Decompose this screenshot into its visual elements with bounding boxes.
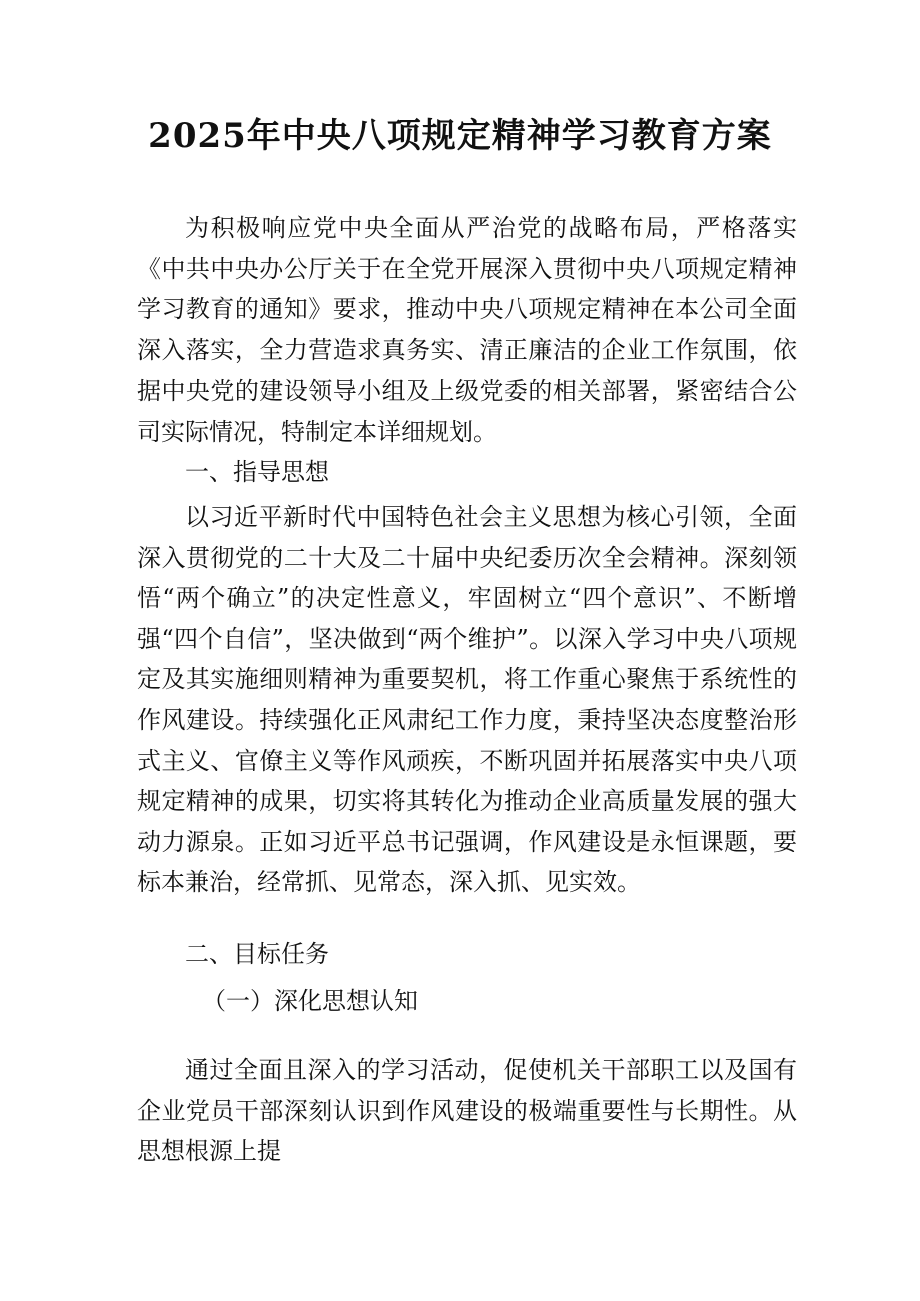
section-heading-goals-tasks: 二、目标任务 (185, 940, 329, 968)
section-heading-guiding-ideology: 一、指导思想 (185, 458, 329, 486)
subsection-heading-deepen-understanding: （一）深化思想认知 (202, 987, 418, 1015)
guiding-ideology-paragraph: 以习近平新时代中国特色社会主义思想为核心引领，全面深入贯彻党的二十大及二十届中央纪委历次全会精神。深刻领悟“两个确立”的决定性意义，牢固树立“四个意识”、不断增强“四个自信”，坚决做到“两个维护”。以深入学习中央八项规定及其实施细则精神为重要契机，将工作重心聚焦于系统性的作风建设。持续强化正风肃纪工作力度，秉持坚决态度整治形式主义、官僚主义等作风顽疾，不断巩固并拓展落实中央八项规定精神的成果，切实将其转化为推动企业高质量发展的强大动力源泉。正如习近平总书记强调，作风建设是永恒课题，要标本兼治，经常抓、见常态，深入抓、见实效。 (137, 503, 797, 897)
intro-paragraph: 为积极响应党中央全面从严治党的战略布局，严格落实《中共中央办公厅关于在全党开展深入贯彻中央八项规定精神学习教育的通知》要求，推动中央八项规定精神在本公司全面深入落实，全力营造求真务实、清正廉洁的企业工作氛围，依据中央党的建设领导小组及上级党委的相关部署，紧密结合公司实际情况，特制定本详细规划。 (137, 214, 797, 446)
deepen-understanding-paragraph: 通过全面且深入的学习活动，促使机关干部职工以及国有企业党员干部深刻认识到作风建设的极端重要性与长期性。从思想根源上提 (137, 1056, 797, 1166)
document-title: 2025年中央八项规定精神学习教育方案 (148, 116, 772, 156)
